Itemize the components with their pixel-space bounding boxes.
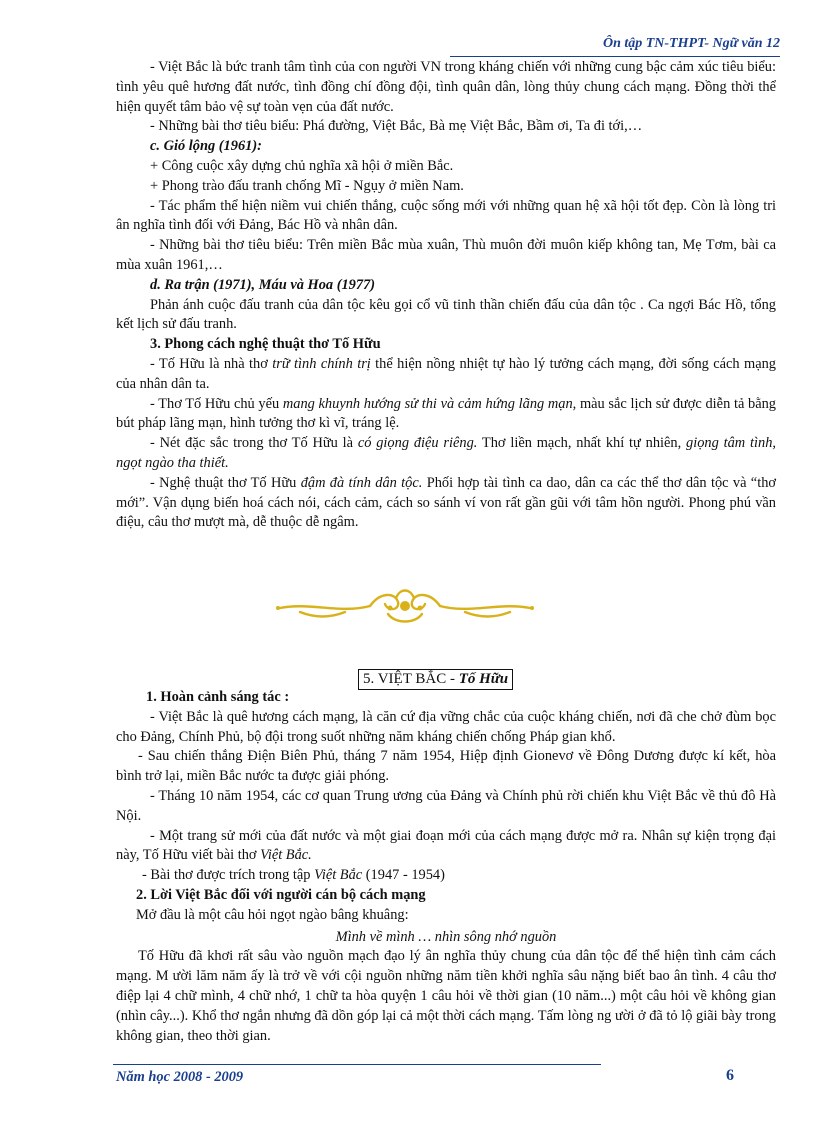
- part1-body: [116, 58, 776, 533]
- text-run: Thơ liền mạch, nhất khí tự nhiên,: [477, 435, 687, 452]
- footer-rule: [113, 1064, 601, 1065]
- verse-line: [116, 928, 776, 948]
- text-run: thể hiện nồng nhiệt tự hào lý tưởng cách mạng, đời sống cách mạng của nhân dân ta.: [116, 355, 776, 392]
- text-run: - Bài thơ được trích trong tập: [142, 867, 315, 884]
- heading-gio-long: c. Gió lộng (1961):: [150, 138, 262, 155]
- section-title: [358, 669, 513, 690]
- text-run: - Tố Hữu là nhà thơ: [150, 355, 273, 372]
- section5-body: [116, 688, 776, 1046]
- school-year-value: 2008 - 2009: [173, 1069, 244, 1085]
- text-run: - Một trang sử mới của đất nước và một giai đoạn mới của cách mạng được mở ra. Nhân sự kiện trọng đại này, Tố Hữu viết bài thơ: [116, 827, 776, 864]
- emphasis: trữ tình chính trị: [272, 355, 371, 372]
- paragraph: [116, 474, 776, 533]
- text-run: Phối hợp tài tình ca dao, dân ca các thể thơ dân tộc và “thơ mới”. Vận dụng biến hoá cách nói, cách cảm, cách so sánh ví von rất gần gũi với tâm hồn người. Phong phú vần điệu, câu thơ mượt mà, dễ thuộc dễ ngâm.: [116, 474, 776, 531]
- section-title-main: 5. VIỆT BẮC -: [363, 671, 459, 687]
- paragraph: - Những bài thơ tiêu biểu: Trên miền Bắc mùa xuân, Thù muôn đời muôn kiếp không tan, Mẹ Tơm, bài ca mùa xuân 1961,…: [116, 237, 776, 273]
- paragraph: [116, 355, 776, 395]
- paragraph: [116, 395, 776, 435]
- heading-phong-cach: 3. Phong cách nghệ thuật thơ Tố Hữu: [150, 336, 381, 353]
- paragraph: - Việt Bắc là bức tranh tâm tình của con người VN trong kháng chiến với những cung bậc cảm xúc tiêu biểu: tình yêu quê hương đất nước, tình đồng chí đồng đội, tình quân dân, lòng thủy chung cách mạng. Đồng thời thể hiện quyết tâm bảo vệ sự toàn vẹn của đất nước.: [116, 59, 776, 115]
- text-run: - Nghệ thuật thơ Tố Hữu: [150, 474, 301, 491]
- text-run: màu sắc lịch sử được diễn tả bằng bút pháp lãng mạn, hình tưởng thơ kì vĩ, tráng lệ.: [116, 395, 776, 432]
- paragraph: [116, 827, 776, 867]
- paragraph: Mở đầu là một câu hỏi ngọt ngào bâng khuâng:: [136, 906, 409, 923]
- footer-school-year: [116, 1069, 243, 1086]
- decorative-divider-icon: [270, 584, 540, 628]
- emphasis: Việt Bắc: [314, 867, 363, 884]
- page-number: 6: [726, 1067, 734, 1084]
- heading-loi-viet-bac: 2. Lời Việt Bắc đối với người cán bộ cách mạng: [136, 886, 426, 903]
- text-run: - Nét đặc sắc trong thơ Tố Hữu là: [150, 435, 358, 452]
- paragraph: - Sau chiến thắng Điện Biên Phủ, tháng 7 năm 1954, Hiệp định Gionevơ về Đông Dương được kí kết, hòa bình trở lại, miền Bắc nước ta được giải phóng.: [116, 748, 776, 785]
- school-year-label: Năm học: [116, 1069, 174, 1085]
- paragraph: + Công cuộc xây dựng chủ nghĩa xã hội ở miền Bắc.: [150, 157, 454, 174]
- paragraph: + Phong trào đấu tranh chống Mĩ - Ngụy ở miền Nam.: [150, 177, 464, 194]
- paragraph: - Tháng 10 năm 1954, các cơ quan Trung ương của Đảng và Chính phủ rời chiến khu Việt Bắc về thủ đô Hà Nội.: [116, 787, 776, 824]
- heading-hoan-canh: 1. Hoàn cảnh sáng tác :: [146, 689, 290, 705]
- paragraph: [116, 434, 776, 474]
- heading-ra-tran: d. Ra trận (1971), Máu và Hoa (1977): [150, 276, 376, 293]
- emphasis: giọng tâm tình, ngọt ngào tha thiết.: [116, 435, 776, 471]
- header-title: Ôn tập TN-THPT- Ngữ văn 12: [602, 36, 780, 51]
- emphasis: đậm đà tính dân tộc.: [300, 474, 423, 491]
- text-run: - Thơ Tố Hữu chủ yếu: [150, 395, 283, 412]
- paragraph: Phản ánh cuộc đấu tranh của dân tộc kêu gọi cổ vũ tinh thần chiến đấu của dân tộc . Ca ngợi Bác Hồ, tổng kết lịch sử đấu tranh.: [116, 296, 776, 333]
- text-run: (1947 - 1954): [362, 867, 445, 884]
- paragraph: - Tác phẩm thể hiện niềm vui chiến thắng, cuộc sống mới với những quan hệ xã hội tốt đẹp. Còn là lòng tri ân nghĩa tình đối với Đảng, Bác Hồ và nhân dân.: [116, 197, 776, 234]
- paragraph: Tố Hữu đã khơi rất sâu vào nguồn mạch đạo lý ân nghĩa thủy chung của dân tộc để thể hiện tình cảm cách mạng. M ười lăm năm ấy là trở về với cội nguồn những năm tiền khởi nghĩa sâu nặng biết bao ân tình. 4 câu thơ điệp lại 4 chữ mình, 4 chữ nhớ, 1 chữ ta hòa quyện 1 câu hỏi về thời gian (10 năm...) một câu hỏi về không gian (nhìn cây...). Khổ thơ ngắn nhưng đã dồn góp lại cả một thời cách mạng. Tấm lòng ng ười ở đã tỏ lộ giãi bày trong không gian, theo thời gian.: [116, 948, 776, 1044]
- header-rule: [450, 56, 780, 57]
- paragraph: [116, 866, 776, 886]
- paragraph: - Việt Bắc là quê hương cách mạng, là căn cứ địa vững chắc của cuộc kháng chiến, nơi đã che chở đùm bọc cho Đảng, Chính Phủ, bộ đội trong suốt những năm kháng chiến chống Pháp gian khổ.: [116, 708, 776, 745]
- emphasis: Việt Bắc.: [260, 847, 312, 864]
- section-title-author: Tố Hữu: [458, 671, 509, 687]
- emphasis: có giọng điệu riêng.: [357, 435, 478, 452]
- verse-text: Mình về mình … nhìn sông nhớ nguồn: [335, 928, 557, 945]
- paragraph: - Những bài thơ tiêu biểu: Phá đường, Việt Bắc, Bà mẹ Việt Bắc, Bầm ơi, Ta đi tới,…: [150, 118, 643, 135]
- emphasis: mang khuynh hướng sử thi và cảm hứng lãng mạn,: [282, 395, 577, 412]
